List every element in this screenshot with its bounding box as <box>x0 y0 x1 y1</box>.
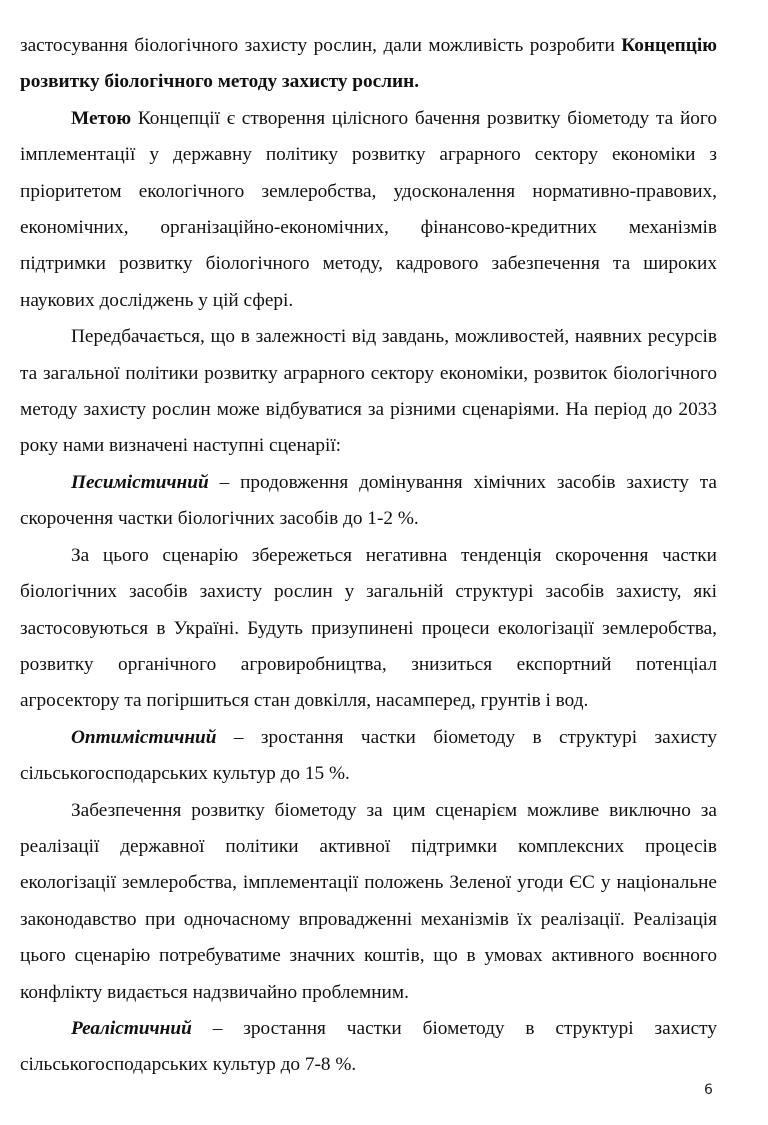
concept-title: Концепцію розвитку біологічного методу захисту рослин. <box>20 35 717 93</box>
realistic-term: Реалістичний <box>71 1017 192 1039</box>
realistic-text: – зростання частки біометоду в структурі захисту сільськогосподарських культур до 7-8 %. <box>20 1017 717 1076</box>
optimistic-term: Оптимістичний <box>71 726 217 748</box>
pessimistic-text: – продовження домінування хімічних засобів захисту та скорочення частки біологічних засобів до 1-2 %. <box>20 471 717 530</box>
scenarios-intro-text: Передбачається, що в залежності від завдань, можливостей, наявних ресурсів та загальної політики розвитку аграрного сектору економіки, розвиток біологічного методу захисту рослин може відбуватися за різними сценаріями. На період до 2033 року нами визначені наступні сценарії: <box>20 326 717 457</box>
pessimistic-details-text: За цього сценарію збережеться негативна тенденція скорочення частки біологічних засобів захисту рослин у загальній структурі засобів захисту, які застосовуються в Україні. Будуть призупинені процеси екологізації землеробства, розвитку органічного агровиробництва, знизиться експортний потенціал агросектору та погіршиться стан довкілля, насамперед, грунтів і вод. <box>20 544 717 712</box>
paragraph-pessimistic-details <box>20 538 717 720</box>
paragraph-optimistic-details <box>20 793 717 1011</box>
document-page <box>20 28 717 1084</box>
optimistic-details-text: Забезпечення розвитку біометоду за цим сценарієм можливе виключно за реалізації державної політики активної підтримки комплексних процесів екологізації землеробства, імплементації положень Зеленої угоди ЄС у національне законодавство при одночасному впровадженні механізмів їх реалізації. Реалізація цього сценарію потребуватиме значних коштів, що в умовах активного воєнного конфлікту видається надзвичайно проблемним. <box>20 799 717 1003</box>
paragraph-scenarios-intro <box>20 319 717 465</box>
intro-text: застосування біологічного захисту рослин, дали можливість розробити <box>20 35 622 56</box>
optimistic-text: – зростання частки біометоду в структурі захисту сільськогосподарських культур до 15 %. <box>20 726 717 785</box>
page-number: 6 <box>704 1082 713 1098</box>
goal-text: Концепції є створення цілісного бачення розвитку біометоду та його імплементації у державну політику розвитку аграрного сектору економіки з пріоритетом екологічного землеробства, удосконалення нормативно-правових, економічних, організаційно-економічних, фінансово-кредитних механізмів підтримки розвитку біологічного методу, кадрового забезпечення та широких наукових досліджень у цій сфері. <box>20 107 717 311</box>
pessimistic-term: Песимістичний <box>71 471 209 493</box>
paragraph-pessimistic <box>20 465 717 538</box>
paragraph-goal <box>20 101 717 319</box>
paragraph-optimistic <box>20 720 717 793</box>
paragraph-intro-continuation <box>20 28 717 101</box>
paragraph-realistic <box>20 1011 717 1084</box>
goal-term: Метою <box>71 107 132 129</box>
